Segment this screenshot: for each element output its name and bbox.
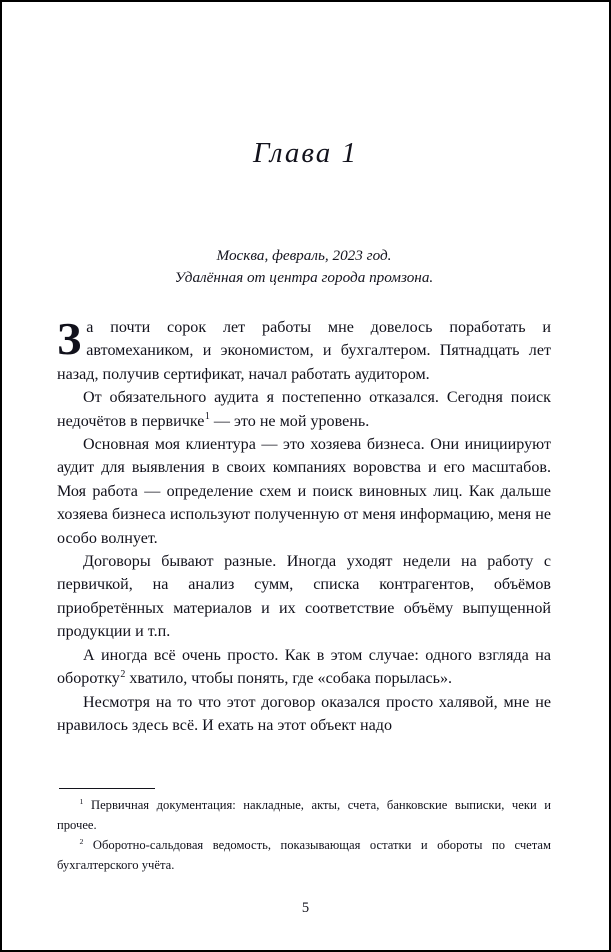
footnote-text-1: Первичная документация: накладные, акты, счета, банковские выписки, чеки и прочее.	[57, 798, 552, 832]
body-paragraph-5	[57, 644, 551, 691]
footnote-marker-2[interactable]: 2	[120, 668, 126, 680]
footnote-marker-1[interactable]: 1	[204, 411, 210, 423]
body-text	[57, 313, 551, 737]
footnote-number-1: 1	[79, 796, 84, 806]
paragraph-2-text-before-note: От обязательного аудита я постепенно отказался. Сегодня поиск недочётов в первичке	[57, 389, 551, 430]
epigraph-line-location-date: Москва, февраль, 2023 год.	[216, 247, 392, 264]
paragraph-5-text-after-note: хватило, чтобы понять, где «собака порылась».	[125, 670, 453, 688]
page-number: 5	[301, 900, 310, 916]
footnote-separator-rule	[59, 788, 155, 789]
epigraph-line-setting: Удалённая от центра города промзона.	[174, 269, 434, 286]
paragraph-5-text-before-note: А иногда всё очень просто. Как в этом случае: одного взгляда на оборотку	[57, 646, 551, 688]
footnote-item-1	[57, 796, 551, 835]
body-paragraph-1: За почти сорок лет работы мне довелось поработать и автомехаником, и экономистом, и бухгалтером. Пятнадцать лет назад, получив сертификат, начал работать аудитором.	[57, 313, 551, 383]
body-paragraph-3: Основная моя клиентура — это хозяева бизнеса. Они инициируют аудит для выявления в своих компаниях воровства и его масштабов. Моя работа — определение схем и поиск виновных лиц. Как дальше хозяева бизнеса используют полученную от меня информацию, меня не особо волнует.	[57, 436, 551, 547]
page-title: Глава 1	[252, 137, 359, 170]
paragraph-2-text-after-note: — это не мой уровень.	[209, 412, 370, 430]
footnote-text-2: Оборотно-сальдовая ведомость, показывающая остатки и обороты по счетам бухгалтерского учёта.	[57, 838, 551, 872]
body-paragraph-6: Несмотря на то что этот договор оказался просто халявой, мне не нравилось здесь всё. И ехать на этот объект надо	[57, 693, 551, 734]
body-paragraph-4: Договоры бывают разные. Иногда уходят недели на работу с первичкой, на анализ сумм, списка контрагентов, объёмов приобретённых материалов и их соответствие объёму выпущенной продукции и т.п.	[57, 553, 551, 641]
footnotes-section	[57, 788, 551, 876]
footnote-item-2	[57, 836, 551, 875]
epigraph	[57, 245, 551, 289]
footnote-number-2: 2	[79, 836, 84, 846]
body-paragraph-2	[57, 386, 551, 433]
